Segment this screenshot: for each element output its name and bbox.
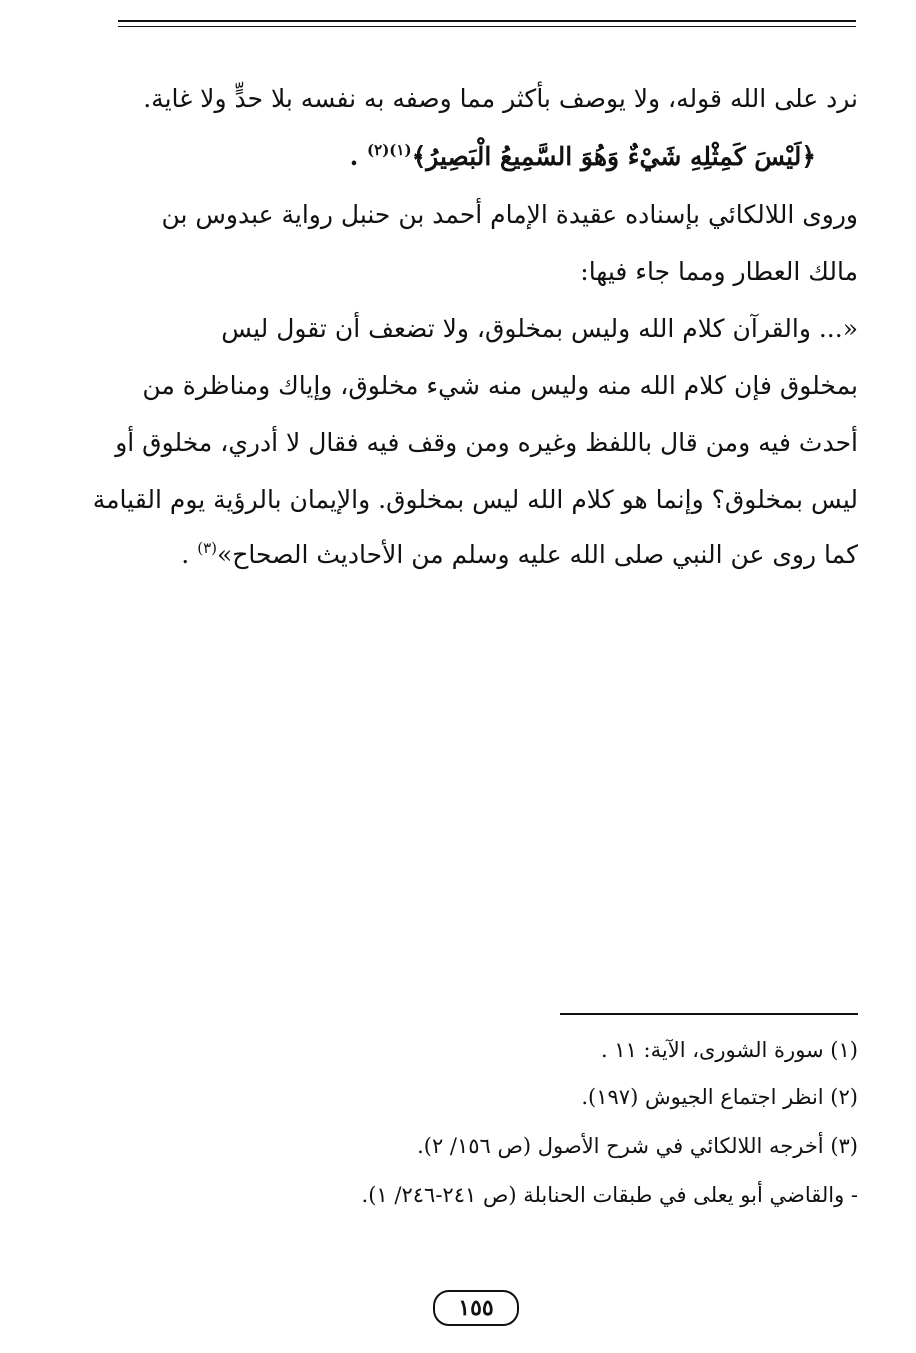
footnote-ref: (١)(٢)	[367, 141, 412, 159]
header-rule-thin	[118, 26, 856, 27]
page-number-text: ١٥٥	[458, 1295, 494, 1321]
text-line: ليس بمخلوق؟ وإنما هو كلام الله ليس بمخلوق. والإيمان بالرؤية يوم القيامة	[92, 485, 858, 514]
page-number	[433, 1290, 519, 1326]
footnote-ref: (٣)	[197, 539, 217, 557]
text-line: مالك العطار ومما جاء فيها:	[580, 257, 858, 286]
period: .	[349, 142, 359, 171]
text-line: وروى اللالكائي بإسناده عقيدة الإمام أحمد بن حنبل رواية عبدوس بن	[161, 200, 858, 229]
text-line: «... والقرآن كلام الله وليس بمخلوق، ولا تضعف أن تقول ليس	[221, 314, 858, 343]
text-line: أحدث فيه ومن قال باللفظ وغيره ومن وقف فيه فقال لا أدري، مخلوق أو	[115, 428, 858, 457]
footnote-2: (٢) انظر اجتماع الجيوش (١٩٧).	[581, 1085, 858, 1109]
footnote-separator	[560, 1013, 858, 1015]
verse-text: ﴿لَيْسَ كَمِثْلِهِ شَيْءٌ وَهُوَ السَّمِيعُ الْبَصِيرُ﴾	[411, 142, 816, 171]
quran-verse	[350, 142, 816, 171]
footnote-1: (١) سورة الشورى، الآية: ١١ .	[600, 1038, 858, 1062]
footnote-3: (٣) أخرجه اللالكائي في شرح الأصول (ص ١٥٦/ ٢).	[417, 1134, 858, 1158]
period: .	[181, 540, 190, 569]
header-rule-thick	[118, 20, 856, 22]
footnote-3-continued: - والقاضي أبو يعلى في طبقات الحنابلة (ص ٢٤١-٢٤٦/ ١).	[361, 1183, 858, 1207]
text-line: بمخلوق فإن كلام الله منه وليس منه شيء مخلوق، وإياك ومناظرة من	[142, 371, 858, 400]
text-line: نرد على الله قوله، ولا يوصف بأكثر مما وصفه به نفسه بلا حدٍّ ولا غاية.	[143, 84, 858, 113]
text-line-last	[181, 540, 858, 569]
quote-end: كما روى عن النبي صلى الله عليه وسلم من الأحاديث الصحاح»	[216, 540, 858, 569]
